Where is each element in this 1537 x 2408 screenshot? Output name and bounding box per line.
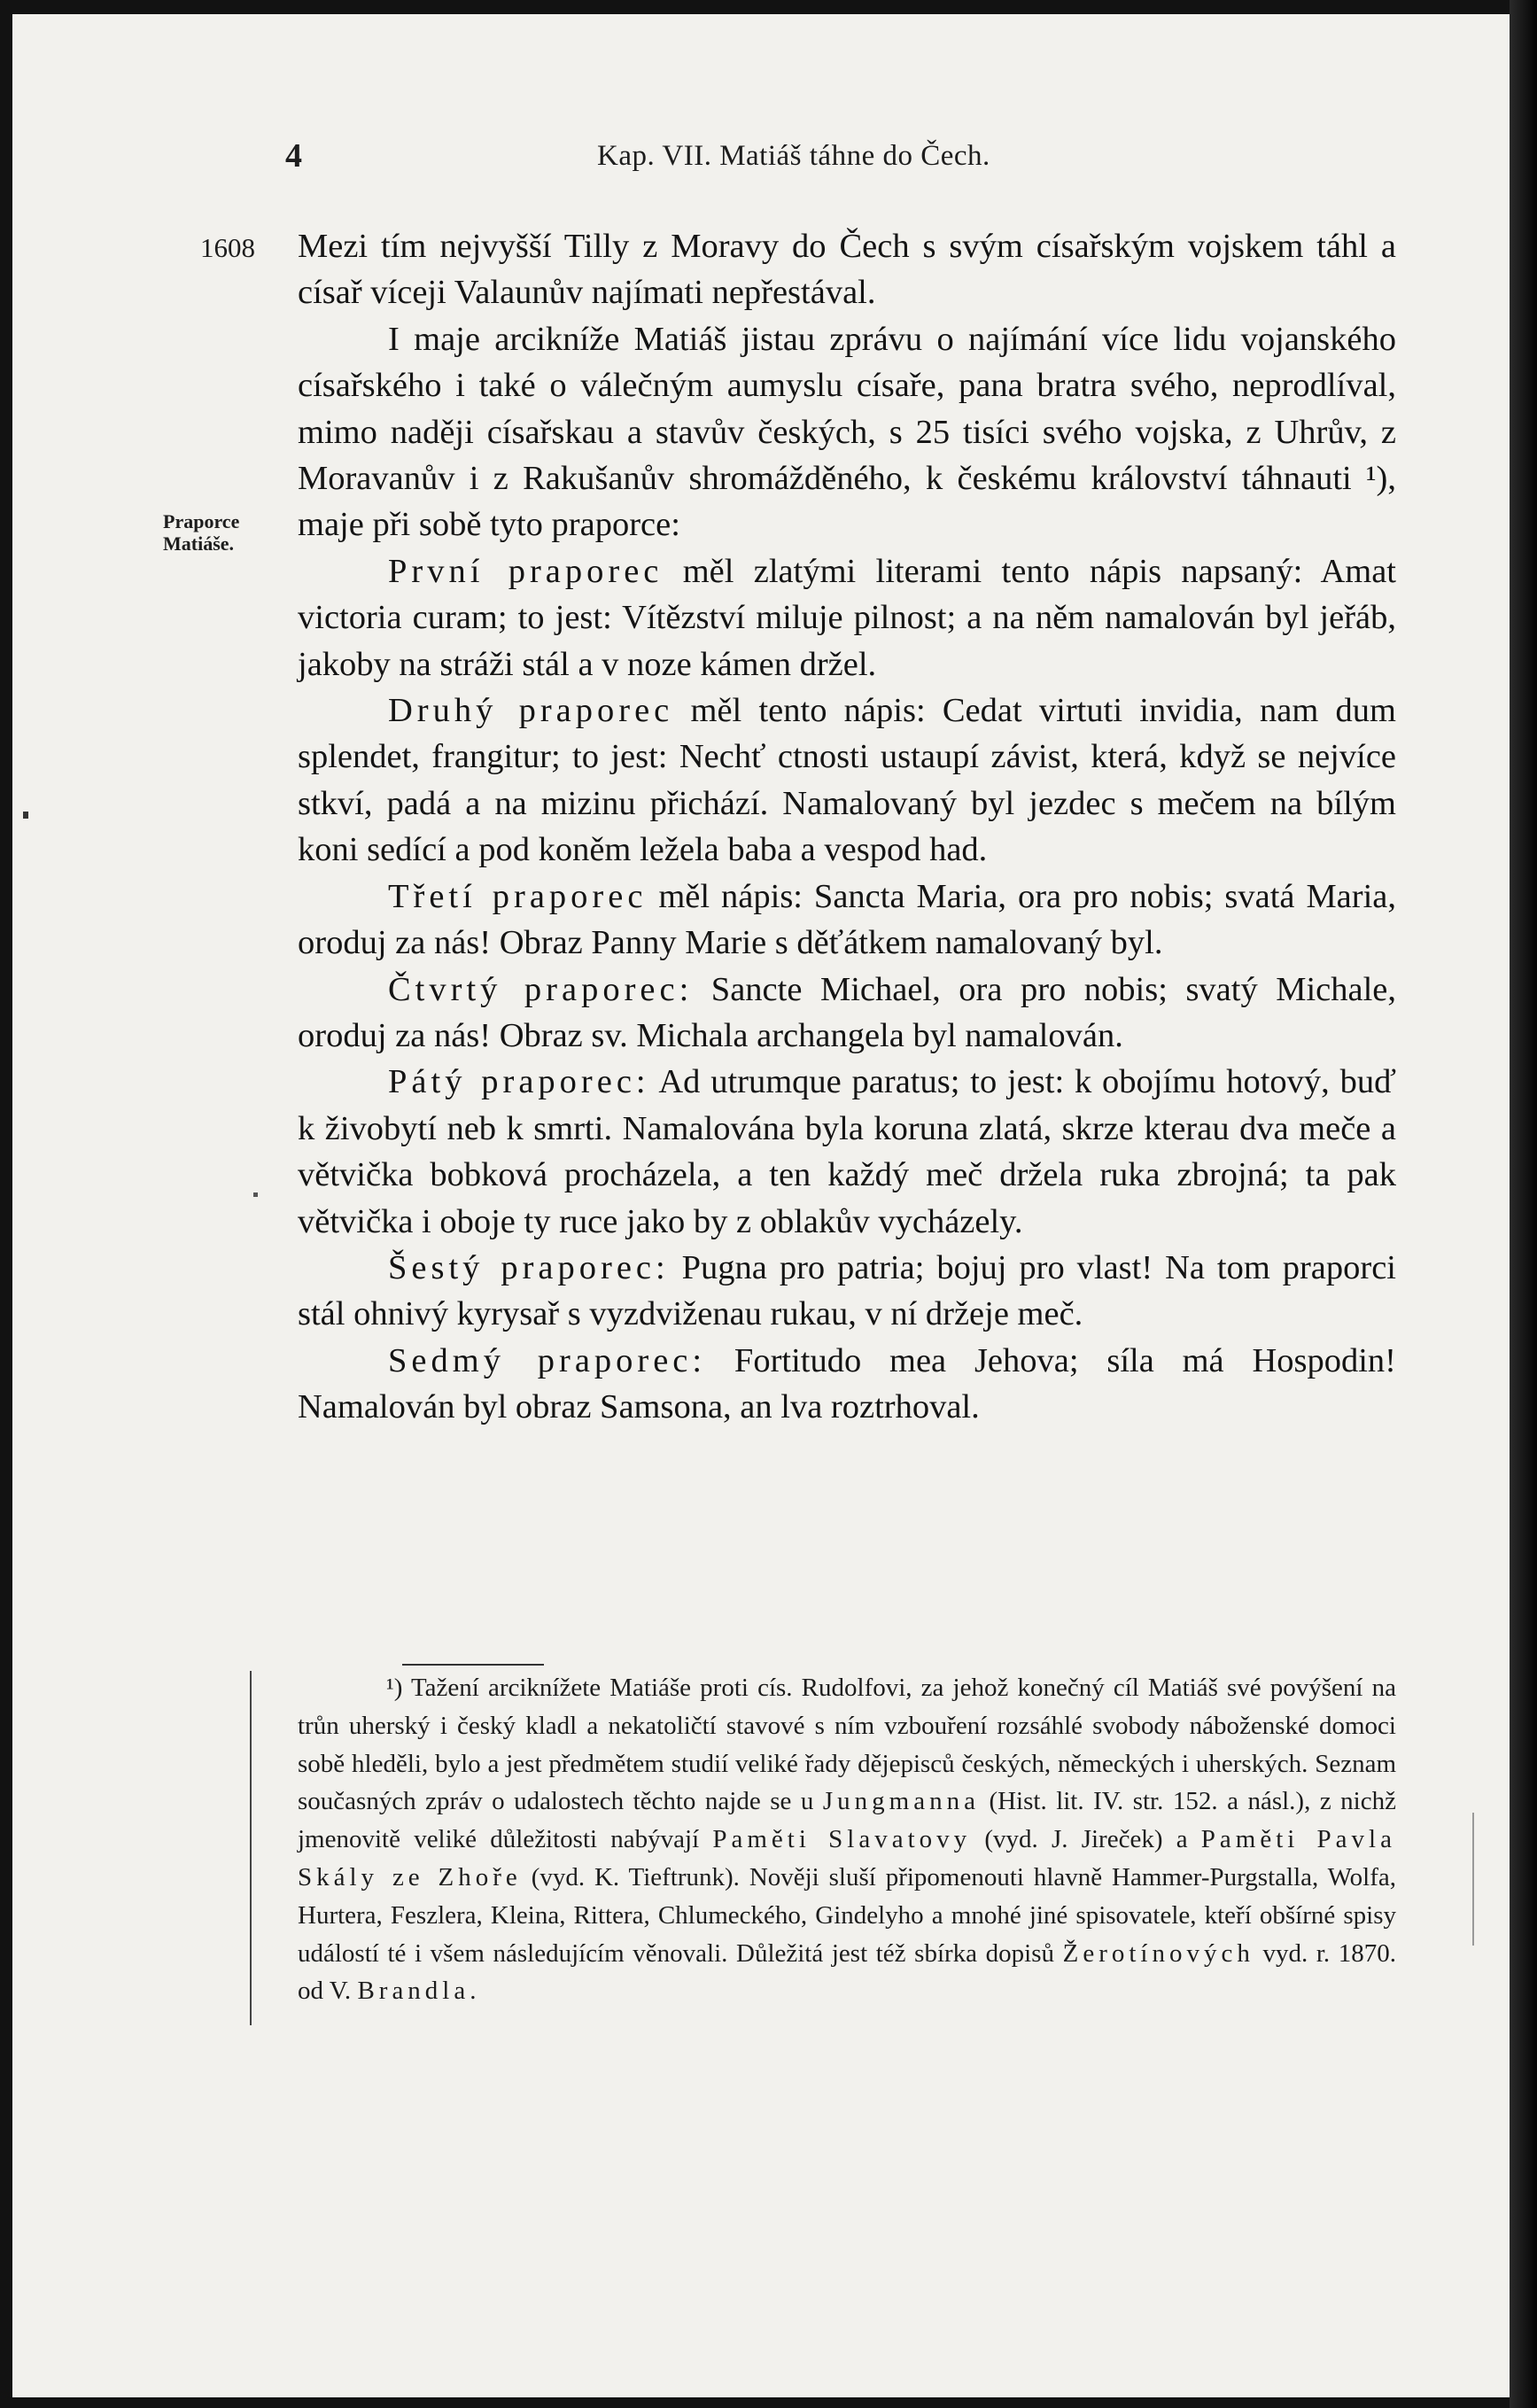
margin-note-line: Matiáše. — [163, 532, 235, 555]
paragraph — [298, 1245, 1396, 1338]
footnote-text: vyd. r. 1870. od V. — [298, 1938, 1396, 2006]
scan-mark-dot — [23, 812, 28, 819]
scan-mark-left-line — [250, 1671, 252, 2025]
footnote-text: (vyd. K. Tieftrunk). Nověji sluší připomenouti hlavně Hammer-Purgstalla, Wolfa, Hurtera, Feszlera, Kleina, Rittera, Chlumeckého, Gindelyho a mnohé jiné spisovatele, kteří obšírné spisy událostí té i všem následujícím věnovali. Důležitá jest též sbírka dopisů — [298, 1862, 1396, 1968]
paragraph-text: Sancte Michael, ora pro nobis; svatý Michale, oroduj za nás! Obraz sv. Michala archangela byl namalován. — [298, 970, 1396, 1054]
banner-heading: Šestý praporec: — [388, 1248, 670, 1286]
page-number: 4 — [285, 137, 302, 175]
page-header — [12, 136, 1510, 181]
footnote-name: Jungmanna — [822, 1787, 980, 1816]
running-head: Kap. VII. Matiáš táhne do Čech. — [597, 140, 990, 172]
paragraph — [298, 1059, 1396, 1245]
banner-heading: První praporec — [388, 552, 664, 590]
paragraph: I maje arcikníže Matiáš jistau zprávu o najímání více lidu vojanského císařského i také o válečným aumyslu císaře, pana bratra svého, neprodlíval, mimo naději císařskau a stavův českých, s 25 tisíci svého vojska, z Uhrův, z Moravanův i z Rakušanův shromážděného, k českému království táhnauti ¹), maje při sobě tyto praporce: — [298, 320, 1396, 544]
banner-heading: Sedmý praporec: — [388, 1341, 707, 1379]
paragraph-text: měl nápis: Sancta Maria, ora pro nobis; svatá Maria, oroduj za nás! Obraz Panny Marie s děťátkem namalovaný byl. — [298, 877, 1396, 962]
paragraph-text: měl zlatými literami tento nápis napsaný: Amat victoria curam; to jest: Vítězství miluje pilnost; a na něm namalován byl jeřáb, jakoby na stráži stál a v noze kámen držel. — [298, 552, 1396, 683]
footnote-name: Paměti Slavatovy — [712, 1825, 972, 1854]
scan-mark-dot — [253, 1192, 258, 1197]
banner-heading: Třetí praporec — [388, 877, 648, 915]
footnote-paragraph — [298, 1669, 1396, 2010]
footnote-text: ¹) Tažení arciknížete Matiáše proti cís. Rudolfovi, za jehož konečný cíl Matiáš své povýšení na trůn uherský i český kladl a nekatoličtí stavové s ním vzbouření rozsáhlé svobody náboženské domoci sobě hleděli, bylo a jest předmětem studií veliké řady dějepisců českých, německých i uherských. Seznam současných zpráv o udalostech těchto najde se u — [298, 1674, 1396, 1816]
paragraph — [298, 1338, 1396, 1431]
scan-edge — [1510, 0, 1537, 2408]
footnote-text: (vyd. J. Jireček) a — [971, 1825, 1201, 1854]
paragraph: Mezi tím nejvyšší Tilly z Moravy do Čech s svým císařským vojskem táhl a císař víceji Valaunův najímati nepřestával. — [298, 228, 1396, 312]
paragraph-text: Pugna pro patria; bojuj pro vlast! Na tom praporci stál ohnivý kyrysař s vyzdviženau rukau, v ní držeje meč. — [298, 1248, 1396, 1333]
footnote-divider — [402, 1664, 544, 1666]
main-text — [298, 223, 1396, 1431]
margin-year: 1608 — [200, 232, 255, 263]
footnote-name: Paměti Pavla Skály ze Zhoře — [298, 1825, 1396, 1891]
scan-mark-right-line — [1472, 1813, 1474, 1946]
footnote-text: (Hist. lit. IV. str. 152. a násl.), z nichž jmenovitě veliké důležitosti nabývají — [298, 1787, 1396, 1854]
footnote-name: Žerotínových — [1062, 1938, 1254, 1968]
paragraph-text: Ad utrumque paratus; to jest: k obojímu hotový, buď k živobytí neb k smrti. Namalována byla koruna zlatá, skrze kterau dva meče a větvička bobková procházela, a ten každý meč držela ruka zbrojná; ta pak větvička i oboje ty ruce jako by z oblakův vycházely. — [298, 1063, 1396, 1240]
paragraph — [298, 687, 1396, 874]
paragraph — [298, 967, 1396, 1060]
margin-note — [163, 510, 296, 555]
book-page — [12, 14, 1510, 2397]
footnote-name: Brandla. — [357, 1977, 481, 2006]
footnote — [298, 1669, 1396, 2010]
banner-heading: Pátý praporec: — [388, 1063, 650, 1101]
margin-note-line: Praporce — [163, 510, 240, 532]
banner-heading: Čtvrtý praporec: — [388, 970, 694, 1008]
paragraph — [298, 548, 1396, 687]
paragraph — [298, 874, 1396, 967]
banner-heading: Druhý praporec — [388, 692, 674, 730]
paragraph-text: Fortitudo mea Jehova; síla má Hospodin! Namalován byl obraz Samsona, an lva roztrhoval. — [298, 1341, 1396, 1426]
paragraph-text: měl tento nápis: Cedat virtuti invidia, nam dum splendet, frangitur; to jest: Nechť ctnosti ustaupí závist, která, když se nejvíce stkví, padá a na mizinu přichází. Namalovaný byl jezdec s mečem na bílým koni sedící a pod koněm ležela baba a vespod had. — [298, 692, 1396, 869]
